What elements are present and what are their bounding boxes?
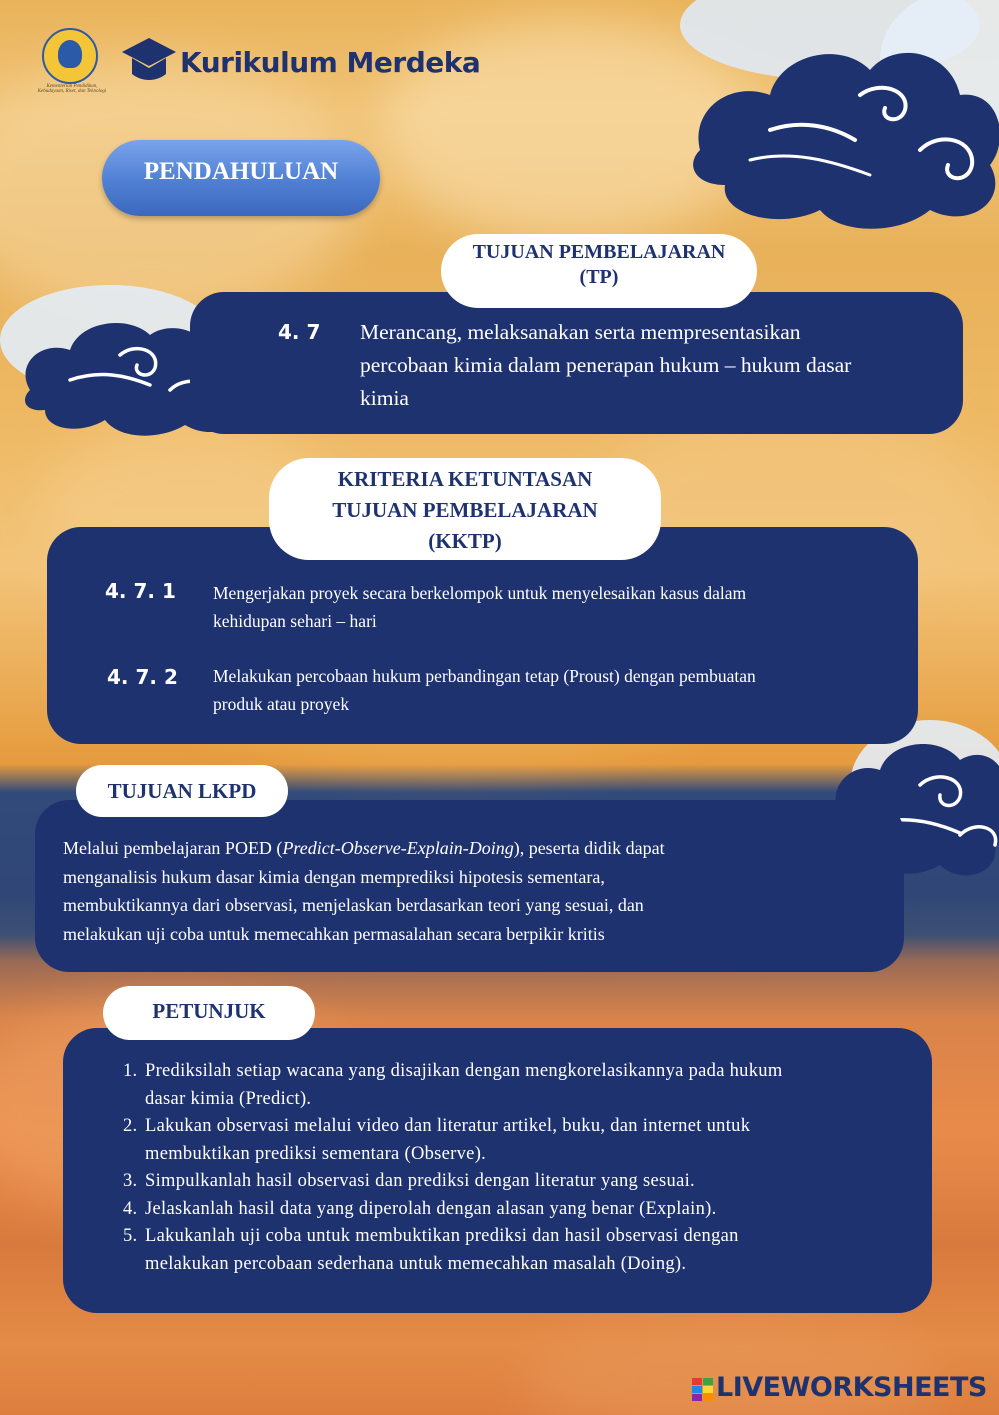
list-item-line: Jelaskanlah hasil data yang diperolah dengan alasan yang benar (Explain).: [145, 1198, 717, 1219]
list-item-line: Lakukan observasi melalui video dan literatur artikel, buku, dan internet untuk: [145, 1116, 751, 1136]
poed-italic-term: Predict-Observe-Explain-Doing: [282, 838, 514, 858]
lkpd-panel: [35, 800, 904, 972]
list-item: [123, 1223, 913, 1278]
list-item-number: 5.: [123, 1226, 138, 1246]
list-item-line: Lakukanlah uji coba untuk membuktikan prediksi dan hasil observasi dengan: [145, 1226, 739, 1246]
kktp-item-number: 4. 7. 2: [107, 665, 178, 689]
brand-title: Kurikulum Merdeka: [180, 46, 481, 79]
list-item: [123, 1058, 913, 1113]
list-item-number: 1.: [123, 1061, 138, 1081]
tp-number: 4. 7: [278, 320, 321, 344]
tp-text-line: Merancang, melaksanakan serta mempresentasikan: [360, 320, 801, 344]
tp-panel: [190, 292, 963, 434]
lkpd-line-part: ), peserta didik dapat: [513, 838, 665, 858]
tp-title-pill: [441, 234, 757, 308]
ministry-logo-caption: Kementerian Pendidikan, Kebudayaan, Riset, dan Teknologi: [37, 84, 107, 94]
tp-text: [360, 316, 950, 415]
list-item-line: melakukan percobaan sederhana untuk memecahkan masalah (Doing).: [145, 1253, 687, 1274]
liveworksheets-watermark-link[interactable]: LIVEWORKSHEETS: [716, 1372, 987, 1403]
kktp-title-line: TUJUAN PEMBELAJARAN: [332, 498, 598, 522]
list-item-number: 4.: [123, 1198, 138, 1219]
list-item-line: Simpulkanlah hasil observasi dan prediksi dengan literatur yang sesuai.: [145, 1171, 695, 1191]
list-item: [123, 1113, 913, 1168]
list-item-text: [145, 1168, 695, 1196]
list-item-text: [145, 1223, 739, 1278]
tp-text-line: percobaan kimia dalam penerapan hukum – hukum dasar: [360, 353, 852, 377]
petunjuk-panel: [63, 1028, 932, 1313]
kktp-title-pill: [269, 458, 661, 560]
kktp-item-number: 4. 7. 1: [105, 579, 176, 603]
liveworksheets-logo-icon: [692, 1378, 714, 1402]
kktp-item-line: Melakukan percobaan hukum perbandingan tetap (Proust) dengan pembuatan: [213, 666, 756, 686]
kktp-item-text: [213, 579, 903, 635]
petunjuk-title-pill: PETUNJUK: [103, 986, 315, 1040]
list-item-line: Prediksilah setiap wacana yang disajikan dengan mengkorelasikannya pada hukum: [145, 1061, 783, 1081]
list-item-text: [145, 1058, 783, 1113]
tp-title-line: (TP): [579, 266, 619, 288]
cloud-top-right-decoration: [680, 0, 999, 235]
kktp-item-line: kehidupan sehari – hari: [213, 611, 377, 631]
kktp-title-line: KRITERIA KETUNTASAN: [337, 467, 593, 491]
graduation-cap-icon: [118, 34, 180, 84]
list-item-line: membuktikan prediksi sementara (Observe).: [145, 1143, 487, 1164]
lkpd-line-part: Melalui pembelajaran POED (: [63, 838, 283, 858]
tp-text-line: kimia: [360, 386, 409, 410]
kktp-item-text: [213, 662, 903, 718]
lkpd-text: [63, 834, 883, 948]
list-item-line: dasar kimia (Predict).: [145, 1088, 312, 1109]
lkpd-line: [63, 834, 883, 863]
kktp-item-line: produk atau proyek: [213, 694, 350, 714]
list-item-number: 3.: [123, 1171, 138, 1191]
lkpd-line: melakukan uji coba untuk memecahkan permasalahan secara berpikir kritis: [63, 923, 605, 944]
list-item-number: 2.: [123, 1116, 138, 1136]
kktp-title-line: (KKTP): [428, 529, 502, 553]
list-item: [123, 1196, 913, 1224]
lkpd-line: menganalisis hukum dasar kimia dengan memprediksi hipotesis sementara,: [63, 866, 605, 887]
ministry-logo: [42, 28, 98, 84]
petunjuk-list: [123, 1058, 913, 1278]
section-button-pendahuluan[interactable]: [102, 140, 380, 216]
list-item-text: [145, 1196, 717, 1224]
list-item: [123, 1168, 913, 1196]
kktp-item-line: Mengerjakan proyek secara berkelompok untuk menyelesaikan kasus dalam: [213, 583, 747, 603]
lkpd-title-pill: TUJUAN LKPD: [76, 765, 288, 817]
lkpd-line: membuktikannya dari observasi, menjelaskan berdasarkan teori yang sesuai, dan: [63, 895, 644, 915]
list-item-text: [145, 1113, 750, 1168]
tp-title-line: TUJUAN PEMBELAJARAN: [472, 241, 726, 263]
section-button-label: PENDAHULUAN: [143, 158, 339, 185]
